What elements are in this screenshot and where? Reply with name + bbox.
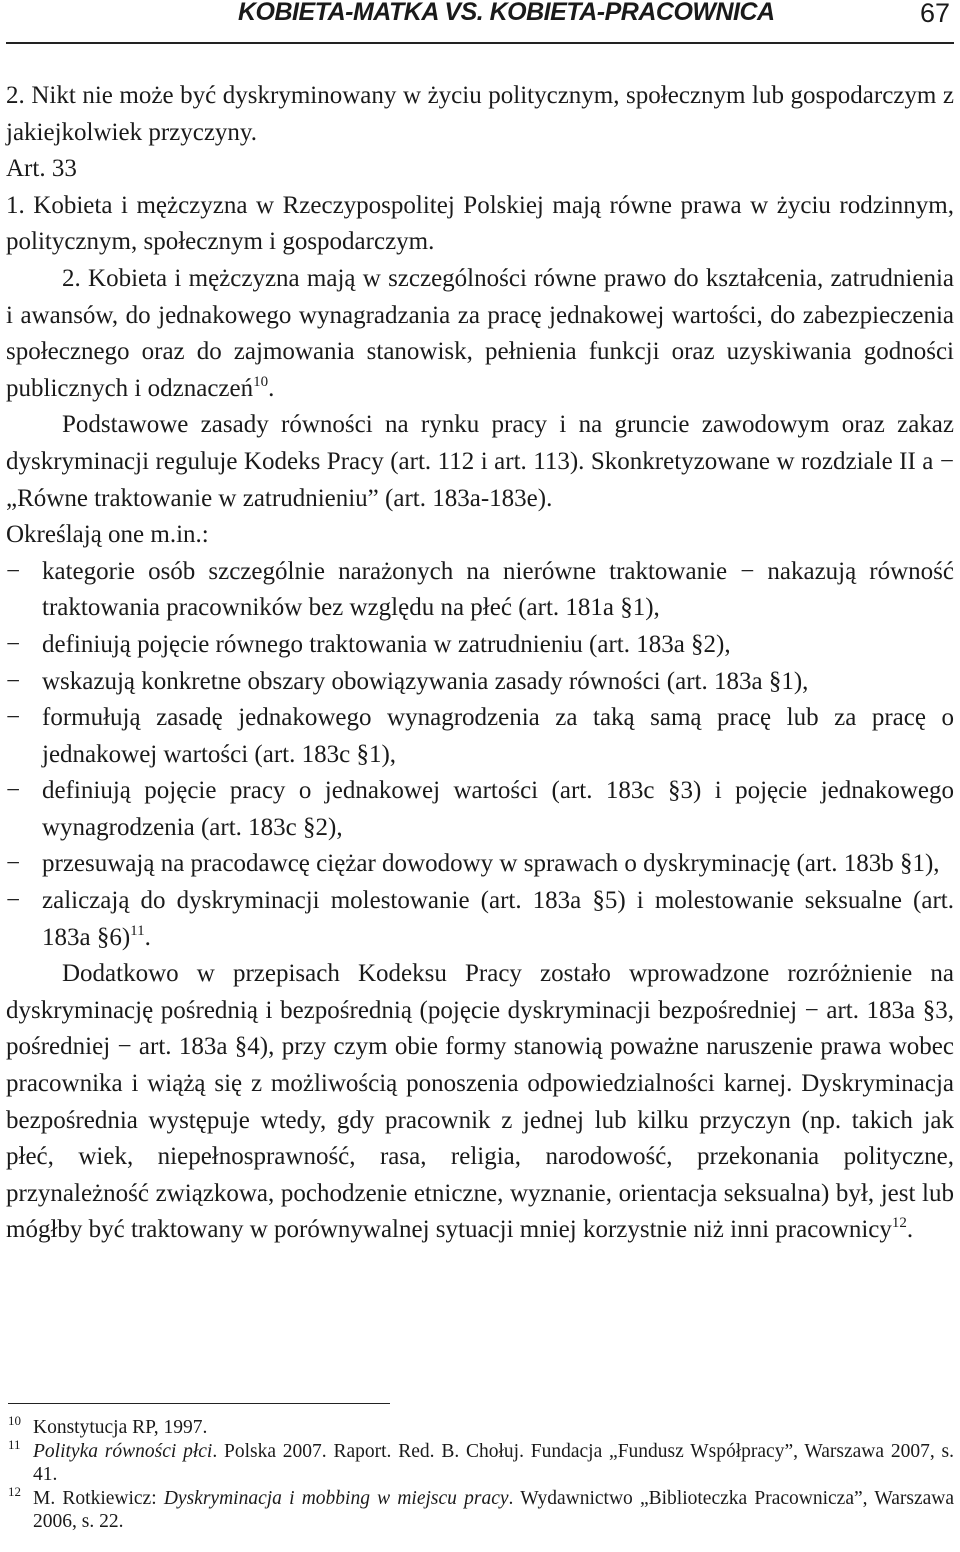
list-item [6, 554, 954, 627]
list-item [6, 883, 954, 956]
footnote-ref-10[interactable]: 10 [253, 373, 269, 390]
provisions-list [6, 554, 954, 957]
header-rule [6, 42, 954, 44]
page-header [0, 0, 960, 46]
footnote-10 [6, 1413, 954, 1440]
paragraph-discrimination-text: Dodatkowo w przepisach Kodeksu Pracy zostało wprowadzone rozróżnienie na dyskryminację pośrednią i bezpośrednią (pojęcie dyskryminacji bezpośredniej − art. 183a §3, pośredniej − art. 183a §4), przy czym obie formy stanowią poważne naruszenie prawa wobec pracownika i wiążą się z możliwością ponoszenia odpowiedzialności karnej. Dyskryminacja bezpośrednia występuje wtedy, gdy pracownik z jednej lub kilku przyczyn (np. takich jak płeć, wiek, niepełnosprawność, rasa, religia, narodowość, przekonania polityczne, przynależność związkowa, pochodzenie etniczne, wyznanie, orientacja seksualna) był, jest lub mógłby być traktowany w porównywalnej sytuacji mniej korzystnie niż inni pracownicy [6, 960, 954, 1244]
list-item [6, 627, 954, 664]
footnote-author: M. Rotkiewicz: [33, 1487, 164, 1509]
list-item-text: wskazują konkretne obszary obowiązywania zasady równości (art. 183a §1), [42, 667, 809, 695]
paragraph-art33-2-text: 2. Kobieta i mężczyzna mają w szczególności równe prawo do kształcenia, zatrudnienia i awansów, do jednakowego wynagradzania za pracę jednakowej wartości, do zabezpieczenia społecznego oraz do zajmowania stanowisk, pełnienia funkcji oraz uzyskiwania godności publicznych i odznaczeń [6, 264, 954, 402]
article-heading: Art. 33 [6, 155, 77, 183]
footnotes [6, 1413, 954, 1534]
list-item [6, 773, 954, 846]
paragraph-art33-2 [6, 261, 954, 407]
paragraph-end-punct: . [268, 374, 275, 402]
list-item [6, 700, 954, 773]
list-dash: − [6, 630, 21, 658]
paragraph-end-punct: . [906, 1216, 914, 1244]
page-number: 67 [919, 0, 950, 28]
list-item-text: kategorie osób szczególnie narażonych na nierówne traktowanie − nakazują równość traktowania pracowników bez względu na płeć (art. 181a §1), [42, 557, 954, 622]
list-item-end-punct: . [144, 923, 151, 951]
list-dash: − [6, 777, 21, 805]
footnote-title: Dyskryminacja i mobbing w miejscu pracy [163, 1487, 509, 1509]
footnote-text: Konstytucja RP, 1997. [33, 1417, 208, 1438]
paragraph-list-intro: Określają one m.in.: [6, 521, 209, 549]
list-item-text: formułują zasadę jednakowego wynagrodzenia za taką samą pracę lub za pracę o jednakowej wartości (art. 183c §1), [42, 704, 954, 768]
list-item-text: przesuwają na pracodawcę ciężar dowodowy w sprawach o dyskryminację (art. 183b §1), [42, 850, 940, 878]
list-item-text: definiują pojęcie pracy o jednakowej wartości (art. 183c §3) i pojęcie jednakowego wynagrodzenia (art. 183c §2), [42, 777, 954, 841]
list-dash: − [6, 667, 21, 695]
footnote-title: Polityka równości płci [33, 1440, 213, 1462]
footnote-ref-11[interactable]: 11 [130, 922, 145, 939]
list-item [6, 664, 954, 701]
list-item-text: zaliczają do dyskryminacji molestowanie (art. 183a §5) i molestowanie seksualne (art. 183a §6) [42, 887, 954, 951]
list-item [6, 846, 954, 883]
footnote-text: . Wydawnictwo „Biblioteczka Pracownicza”, Warszawa 2006, s. 22. [33, 1487, 954, 1532]
paragraph-constitution-art32-2: 2. Nikt nie może być dyskryminowany w życiu politycznym, społecznym lub gospodarczym z jakiejkolwiek przyczyny. [6, 82, 954, 146]
footnote-rule [8, 1403, 390, 1404]
main-text [6, 78, 954, 1249]
footnote-11 [6, 1436, 954, 1487]
paragraph-discrimination [6, 956, 954, 1249]
footnote-number: 10 [8, 1413, 21, 1428]
list-dash: − [6, 850, 21, 878]
footnote-number: 11 [8, 1436, 21, 1452]
paragraph-art33-1: 1. Kobieta i mężczyzna w Rzeczypospolitej Polskiej mają równe prawa w życiu rodzinnym, politycznym, społecznym i gospodarczym. [6, 191, 954, 256]
list-dash: − [6, 557, 21, 585]
footnote-number: 12 [8, 1483, 21, 1499]
footnote-ref-12[interactable]: 12 [891, 1215, 907, 1232]
list-item-text: definiują pojęcie równego traktowania w zatrudnieniu (art. 183a §2), [42, 630, 731, 658]
list-dash: − [6, 887, 21, 915]
footnote-12 [6, 1483, 954, 1534]
running-title: KOBIETA-MATKA VS. KOBIETA-PRACOWNICA [238, 0, 775, 26]
footnote-text: . Polska 2007. Raport. Red. B. Chołuj. Fundacja „Fundusz Współpracy”, Warszawa 2007, s. 41. [33, 1440, 954, 1485]
paragraph-labour-code: Podstawowe zasady równości na rynku pracy i na gruncie zawodowym oraz zakaz dyskryminacji reguluje Kodeks Pracy (art. 112 i art. 113). Skonkretyzowane w rozdziale II a − „Równe traktowanie w zatrudnieniu” (art. 183a-183e). [6, 411, 954, 512]
list-dash: − [6, 704, 21, 732]
